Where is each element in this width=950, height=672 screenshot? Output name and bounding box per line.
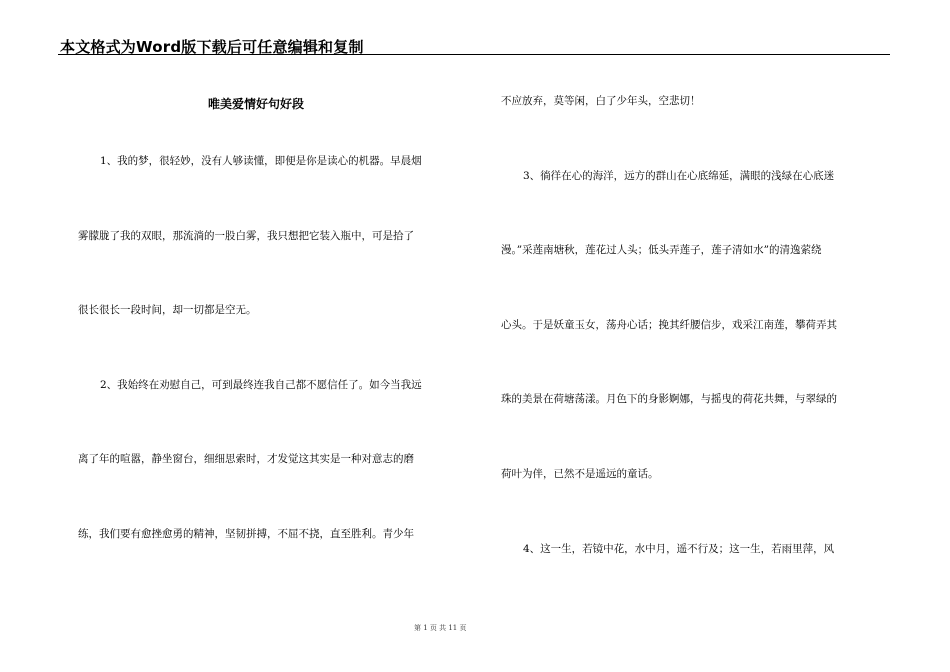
paragraph-line: 荷叶为伴，已然不是遥远的童话。 (501, 468, 659, 480)
paragraph-line: 珠的美景在荷塘荡漾。月色下的身影婀娜，与摇曳的荷花共舞，与翠绿的 (501, 393, 837, 405)
paragraph-line: 练，我们要有愈挫愈勇的精神，坚韧拼搏，不屈不挠，直至胜利。青少年 (78, 528, 414, 540)
document-banner: 本文格式为Word版下载后可任意编辑和复制 (60, 38, 364, 56)
paragraph-line: 很长很长一段时间，却一切都是空无。 (78, 304, 257, 316)
paragraph-line: 不应放弃，莫等闲，白了少年头，空悲切！ (501, 95, 701, 107)
document-title: 唯美爱情好句好段 (208, 97, 305, 111)
paragraph-line: 离了年的喧嚣，静坐窗台，细细思索时，才发觉这其实是一种对意志的磨 (78, 453, 414, 465)
paragraph-line: 2、我始终在劝慰自己，可到最终连我自己都不愿信任了。如今当我远 (100, 379, 422, 391)
paragraph-line: 心头。于是妖童玉女，荡舟心话；挽其纤腰信步，戏采江南莲，攀荷弄其 (501, 319, 837, 331)
paragraph-line: 4、这一生，若镜中花，水中月，遥不行及；这一生，若雨里萍，风 (523, 543, 835, 555)
page-number: 第 1 页 共 11 页 (414, 624, 467, 632)
paragraph-line: 1、我的梦，很轻妙，没有人够读懂，即便是你是读心的机器。早晨烟 (100, 155, 422, 167)
paragraph-line: 漫。”采莲南塘秋，莲花过人头；低头弄莲子，莲子清如水”的清逸萦绕 (501, 244, 822, 256)
header-divider (58, 54, 890, 55)
paragraph-line: 3、徜徉在心的海洋，远方的群山在心底绵延，满眼的浅绿在心底迷 (523, 170, 835, 182)
paragraph-line: 雾朦胧了我的双眼，那流淌的一股白雾，我只想把它装入瓶中，可是拾了 (78, 230, 414, 242)
